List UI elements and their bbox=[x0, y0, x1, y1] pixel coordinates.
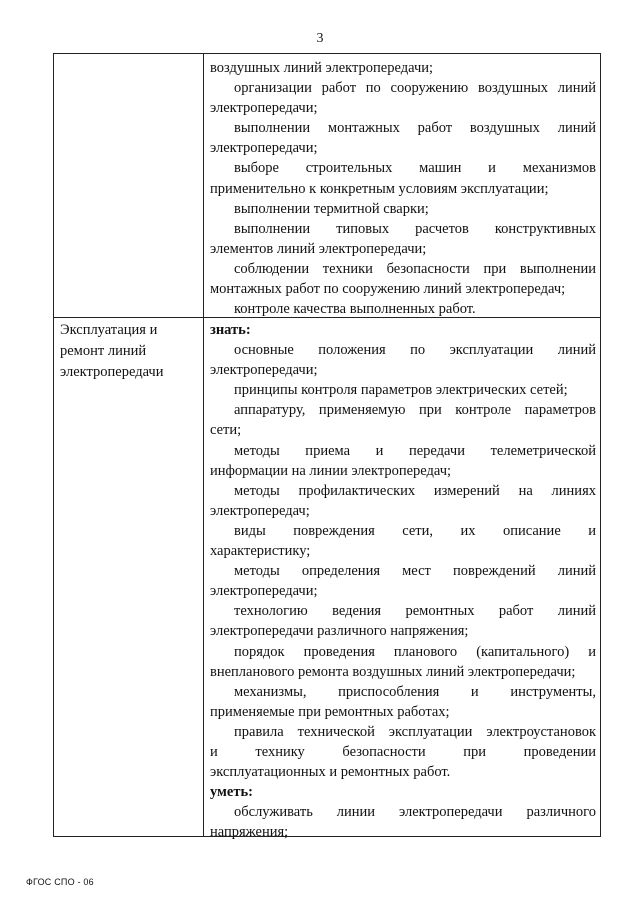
text-line: аппаратуру, применяемую при контроле параметров bbox=[234, 402, 596, 419]
text-line: монтажных работ по сооружению линий электропередач; bbox=[210, 281, 566, 298]
text-line: электропередачи; bbox=[210, 362, 318, 379]
text-line: выполнении типовых расчетов конструктивных bbox=[234, 220, 596, 237]
text-line: виды повреждения сети, их описание и bbox=[234, 522, 596, 539]
text-line: технологию ведения ремонтных работ линий bbox=[234, 603, 596, 620]
text-line: воздушных линий электропередачи; bbox=[210, 60, 434, 76]
column-divider bbox=[203, 54, 204, 836]
section-heading: знать: bbox=[210, 322, 251, 338]
competency-table bbox=[53, 53, 601, 841]
section-title-line: электропередачи bbox=[60, 364, 164, 380]
text-line: методы приема и передачи телеметрической bbox=[234, 442, 596, 459]
section-heading: уметь: bbox=[210, 784, 253, 801]
text-line: сети; bbox=[210, 422, 242, 439]
text-line: применительно к конкретным условиям эксплуатации; bbox=[210, 180, 549, 197]
text-line: информации на линии электропередач; bbox=[210, 462, 452, 479]
text-line: механизмы, приспособления и инструменты, bbox=[234, 683, 596, 700]
text-line: эксплуатационных и ремонтных работ. bbox=[210, 764, 451, 781]
text-line: применяемые при ремонтных работах; bbox=[210, 703, 450, 720]
text-line: обслуживать линии электропередачи различного bbox=[234, 804, 596, 821]
text-line: выполнении термитной сварки; bbox=[234, 200, 429, 217]
text-line: внепланового ремонта воздушных линий электропередачи; bbox=[210, 663, 576, 680]
bottom-row-section-title bbox=[60, 320, 200, 383]
text-line: порядок проведения планового (капитального) и bbox=[234, 643, 596, 660]
text-line: методы определения мест повреждений линий bbox=[234, 563, 596, 580]
page-number: 3 bbox=[316, 31, 324, 46]
top-row-content-cell bbox=[210, 58, 596, 319]
footer-label: ФГОС СПО - 06 bbox=[26, 877, 94, 887]
text-line: электропередачи; bbox=[210, 140, 318, 157]
text-line: характеристику; bbox=[210, 543, 311, 560]
text-line: напряжения; bbox=[210, 824, 289, 841]
section-title-line: ремонт линий bbox=[60, 343, 147, 359]
bottom-row-content-cell bbox=[210, 320, 596, 842]
text-line: и технику безопасности при проведении bbox=[210, 743, 596, 760]
text-line: электропередачи; bbox=[210, 583, 318, 600]
text-line: элементов линий электропередачи; bbox=[210, 240, 427, 257]
text-line: электропередачи различного напряжения; bbox=[210, 623, 469, 640]
text-line: электропередачи; bbox=[210, 100, 318, 117]
text-line: выборе строительных машин и механизмов bbox=[234, 160, 596, 177]
section-title-line: Эксплуатация и bbox=[60, 322, 158, 338]
text-line: принципы контроля параметров электрических сетей; bbox=[234, 382, 568, 399]
text-line: правила технической эксплуатации электроустановок bbox=[234, 723, 596, 740]
text-line: основные положения по эксплуатации линий bbox=[234, 342, 596, 359]
text-line: соблюдении техники безопасности при выполнении bbox=[234, 260, 596, 277]
text-line: электропередач; bbox=[210, 502, 310, 519]
text-line: методы профилактических измерений на линиях bbox=[234, 482, 596, 499]
text-line: организации работ по сооружению воздушных линий bbox=[234, 80, 596, 97]
text-line: контроле качества выполненных работ. bbox=[234, 301, 476, 318]
text-line: выполнении монтажных работ воздушных линий bbox=[234, 120, 596, 137]
